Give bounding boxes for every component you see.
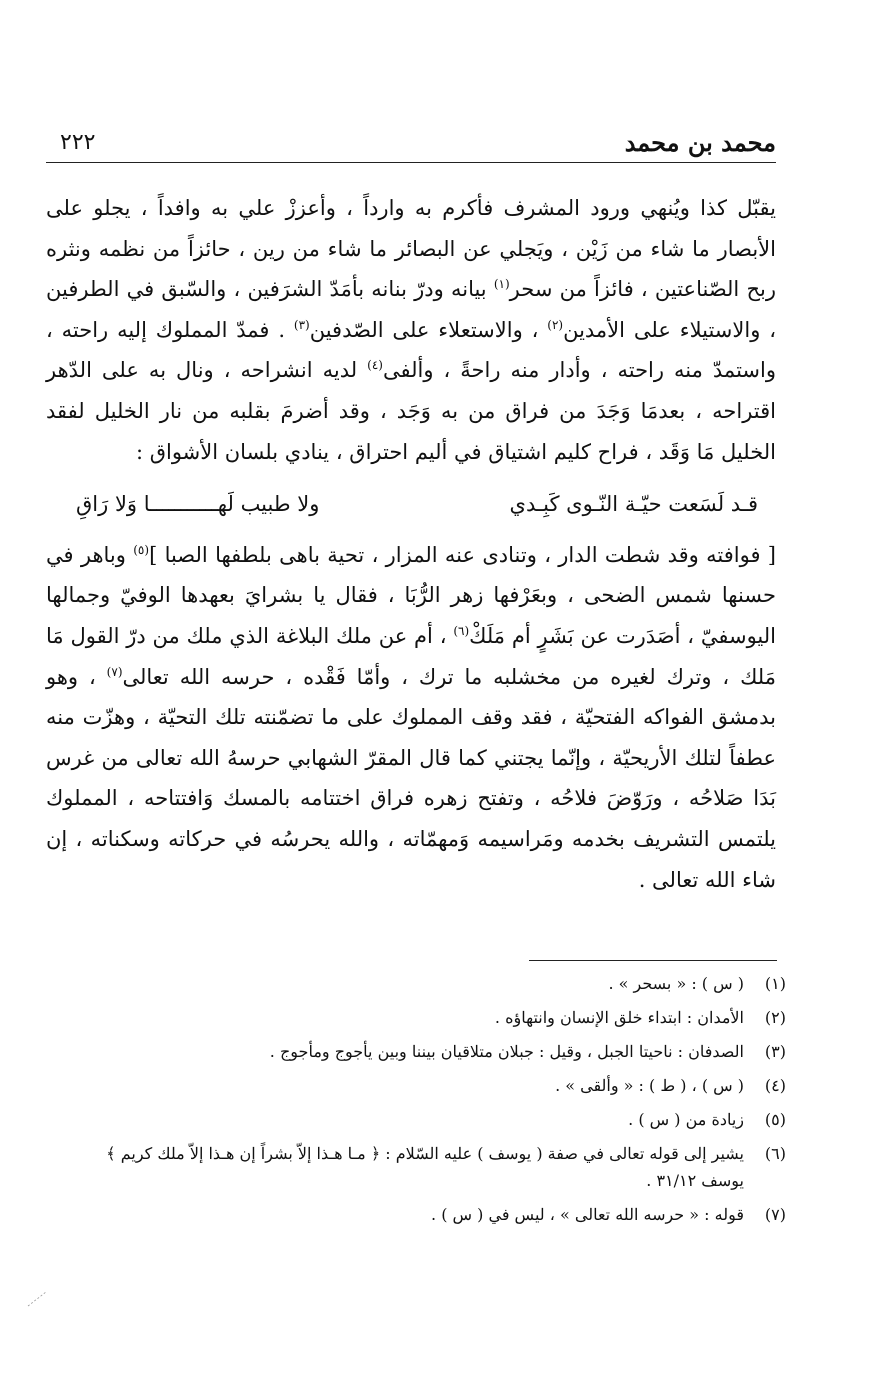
header-rule [46,162,776,163]
scan-mark [26,1290,48,1308]
footnote-item [60,1140,786,1194]
footnote-text: قوله : « حرسه الله تعالى » ، ليس في ( س ) . [431,1205,744,1224]
footnote-text: ( س ) ، ( ط ) : « وألقى » . [555,1076,744,1095]
footnote-ref-7: (٧) [106,664,123,679]
footnote-ref-4: (٤) [367,358,383,373]
verse-first-hemistich: قـد لَسَعت حيّـة النّـوى كَبِـدي [509,492,758,517]
footnote-number: (٢) [764,1008,786,1027]
verse-second-hemistich: ولا طبيب لَهـــــــــــا وَلا رَاقِ [76,492,320,517]
footnote-number: (٧) [764,1205,786,1224]
paragraph-text: يقبّل كذا ويُنهي ورود المشرف فأكرم به وارداً ، وأعززْ علي به وافداً ، يجلو على الأبصار ما شاء من زَيْن ، ويَجلي عن البصائر ما شاء من رين ، حائزاً من نظمه ونثره ربح الصّناعتين ، فائزاً من سحر [46,196,776,302]
footnote-number: (٣) [764,1042,786,1061]
footnote-text: الأمدان : ابتداء خلق الإنسان وانتهاؤه . [494,1008,744,1027]
main-text [46,188,776,900]
footnote-item [60,1004,786,1031]
paragraph-text: . فمدّ المملوك إليه راحته ، واستمدّ منه راحته ، وأدار منه راحةً ، وألفى [46,317,776,383]
footnote-ref-2: (٢) [547,317,564,332]
footnote-text: يشير إلى قوله تعالى في صفة ( يوسف ) عليه السّلام : ﴿ مـا هـذا إلاّ بشراً إن هـذا إلاّ ملك كريم ﴾ يوسف ٣١/١٢ . [106,1144,744,1190]
paragraph-2 [46,535,776,900]
footnote-number: (٤) [764,1076,786,1095]
footnote-item [60,1106,786,1133]
paragraph-text: وباهر في حسنها شمس الضحى ، وبعَرْفها زهر الرُّبَا ، فقال يا بشرايَ بعهدها الوفيّ وجمالها اليوسفيّ ، أصَدَرت عن بَشَرٍ أم مَلَكْ [46,542,776,648]
footnote-rule [529,960,777,961]
footnote-item [60,970,786,997]
page-number: ٢٢٢ [60,130,96,155]
paragraph-text: [ فوافته وقد شطت الدار ، وتنادى عنه المزار ، تحية باهى بلطفها الصبا ] [149,542,776,567]
paragraph-text: ، والاستعلاء على الصّدفين [309,317,548,342]
footnote-ref-3: (٣) [293,317,310,332]
footnote-text: الصدفان : ناحيتا الجبل ، وقيل : جبلان متلاقيان بيننا وبين يأجوج ومأجوج . [269,1042,744,1061]
paragraph-text: ، أم عن ملك البلاغة الذي ملك من درّ القول مَا مَلك ، وترك لغيره من مخشلبه ما ترك ، وأمّا فَقْده ، حرسه الله تعالى [46,623,776,689]
paragraph-text: ، وهو بدمشق الفواكه الفتحيّة ، فقد وقف المملوك على ما تضمّنته تلك التحيّة ، وهزّت منه عطفاً لتلك الأريحيّة ، وإنّما يجتني كما قال المقرّ الشهابي حرسهُ الله تعالى من غرس بَدَا صَلاحُه ، ورَوّضَ فلاحُه ، وتفتح زهره فراق اختتامه بالمسك وَافتتاحه ، المملوك يلتمس التشريف بخدمه ومَراسيمه وَمهمّاته ، والله يحرسُه في حركاته وسكناته ، إن شاء الله تعالى . [46,664,776,892]
footnote-number: (١) [764,974,786,993]
footnote-number: (٥) [764,1110,786,1129]
footnote-number: (٦) [764,1144,786,1163]
footnote-item [60,1072,786,1099]
footnote-item [60,1038,786,1065]
poetry-verse [46,480,776,529]
paragraph-text: بيانه ودرّ بنانه بأمَدّ الشرَفين ، والسّبق في الطرفين ، والاستيلاء على الأمدين [46,277,776,342]
footnote-text: زيادة من ( س ) . [628,1110,744,1129]
footnote-item [60,1201,786,1228]
footnote-ref-6: (٦) [453,623,470,638]
header-author: محمد بن محمد [624,128,776,157]
paragraph-text: لديه انشراحه ، ونال به على الدّهر اقتراحه ، بعدمَا وَجَدَ من فراق من به وَجَد ، وقد أضرمَ بقلبه من نار الخليل لفقد الخليل مَا وَقَد ، فراح كليم اشتياق في أليم احتراق ، ينادي بلسان الأشواق : [46,358,776,464]
footnote-text: ( س ) : « بسحر » . [608,974,744,993]
footnote-ref-1: (١) [493,277,510,292]
footnotes [60,970,786,1235]
running-header [46,128,776,162]
footnote-ref-5: (٥) [133,542,150,557]
paragraph-1 [46,188,776,472]
